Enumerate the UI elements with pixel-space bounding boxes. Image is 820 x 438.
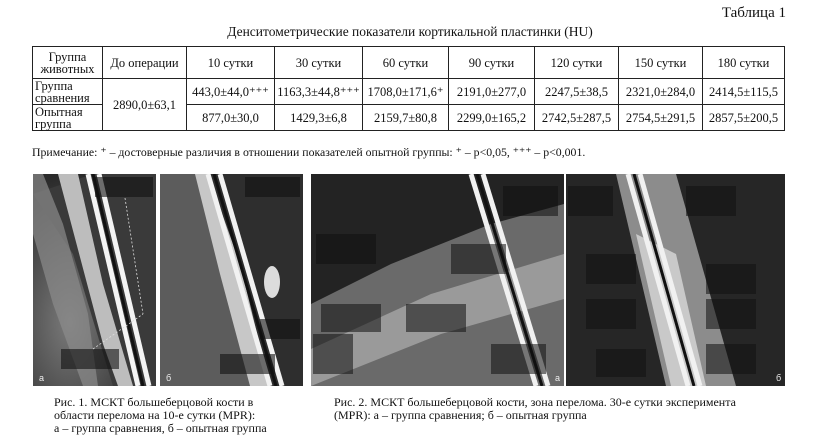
header-group: Группа животных: [33, 47, 103, 79]
cell: 2742,5±287,5: [535, 105, 619, 131]
header-before: До операции: [103, 47, 187, 79]
header-day-90: 90 сутки: [449, 47, 535, 79]
cell: 1163,3±44,8⁺⁺⁺: [275, 79, 363, 105]
cell: 443,0±44,0⁺⁺⁺: [187, 79, 275, 105]
cell: 2159,7±80,8: [363, 105, 449, 131]
cell: 2414,5±115,5: [703, 79, 785, 105]
fig1-panel-b-letter: б: [166, 373, 172, 383]
caption-line: Рис. 2. МСКТ большеберцовой кости, зона перелома. 30-е сутки эксперимента: [334, 395, 736, 409]
table-note: Примечание: ⁺ – достоверные различия в отношении показателей опытной группы: ⁺ – p<0,05, ⁺⁺⁺ – p<0,001.: [32, 145, 586, 159]
fig1-panel-a-letter: а: [39, 373, 45, 383]
table-label: Таблица 1: [721, 5, 786, 21]
row-group-experimental: Опытная группа: [33, 105, 103, 131]
fig1-caption: [54, 396, 267, 435]
header-day-10: 10 сутки: [187, 47, 275, 79]
header-day-30: 30 сутки: [275, 47, 363, 79]
fig2-panel-a-letter: а: [555, 373, 561, 383]
table-title: Денситометрические показатели кортикальной пластинки (HU): [227, 24, 593, 39]
caption-line: Рис. 1. МСКТ большеберцовой кости в: [54, 395, 254, 409]
header-day-150: 150 сутки: [619, 47, 703, 79]
fig1-panel-b-image: [160, 174, 303, 386]
cell: 2191,0±277,0: [449, 79, 535, 105]
header-day-180: 180 сутки: [703, 47, 785, 79]
cell: 2857,5±200,5: [703, 105, 785, 131]
before-value: 2890,0±63,1: [103, 79, 187, 131]
fig2-panel-b-image: [566, 174, 785, 386]
row-group-comparison: Группа сравнения: [33, 79, 103, 105]
cell: 2754,5±291,5: [619, 105, 703, 131]
caption-line: области перелома на 10-е сутки (MPR):: [54, 408, 256, 422]
fig2-panel-a-image: [311, 174, 564, 386]
caption-line: (MPR): а – группа сравнения; б – опытная группа: [334, 408, 587, 422]
cell: 1429,3±6,8: [275, 105, 363, 131]
cell: 2299,0±165,2: [449, 105, 535, 131]
cell: 2321,0±284,0: [619, 79, 703, 105]
caption-line: а – группа сравнения, б – опытная группа: [54, 421, 267, 435]
densitometry-table: [32, 46, 785, 131]
fig2-caption: [334, 396, 736, 422]
table-row: [33, 79, 785, 105]
fig2-panel-b-letter: б: [776, 373, 782, 383]
cell: 2247,5±38,5: [535, 79, 619, 105]
cell: 877,0±30,0: [187, 105, 275, 131]
header-day-120: 120 сутки: [535, 47, 619, 79]
header-day-60: 60 сутки: [363, 47, 449, 79]
cell: 1708,0±171,6⁺: [363, 79, 449, 105]
fig1-panel-a-image: [33, 174, 156, 386]
